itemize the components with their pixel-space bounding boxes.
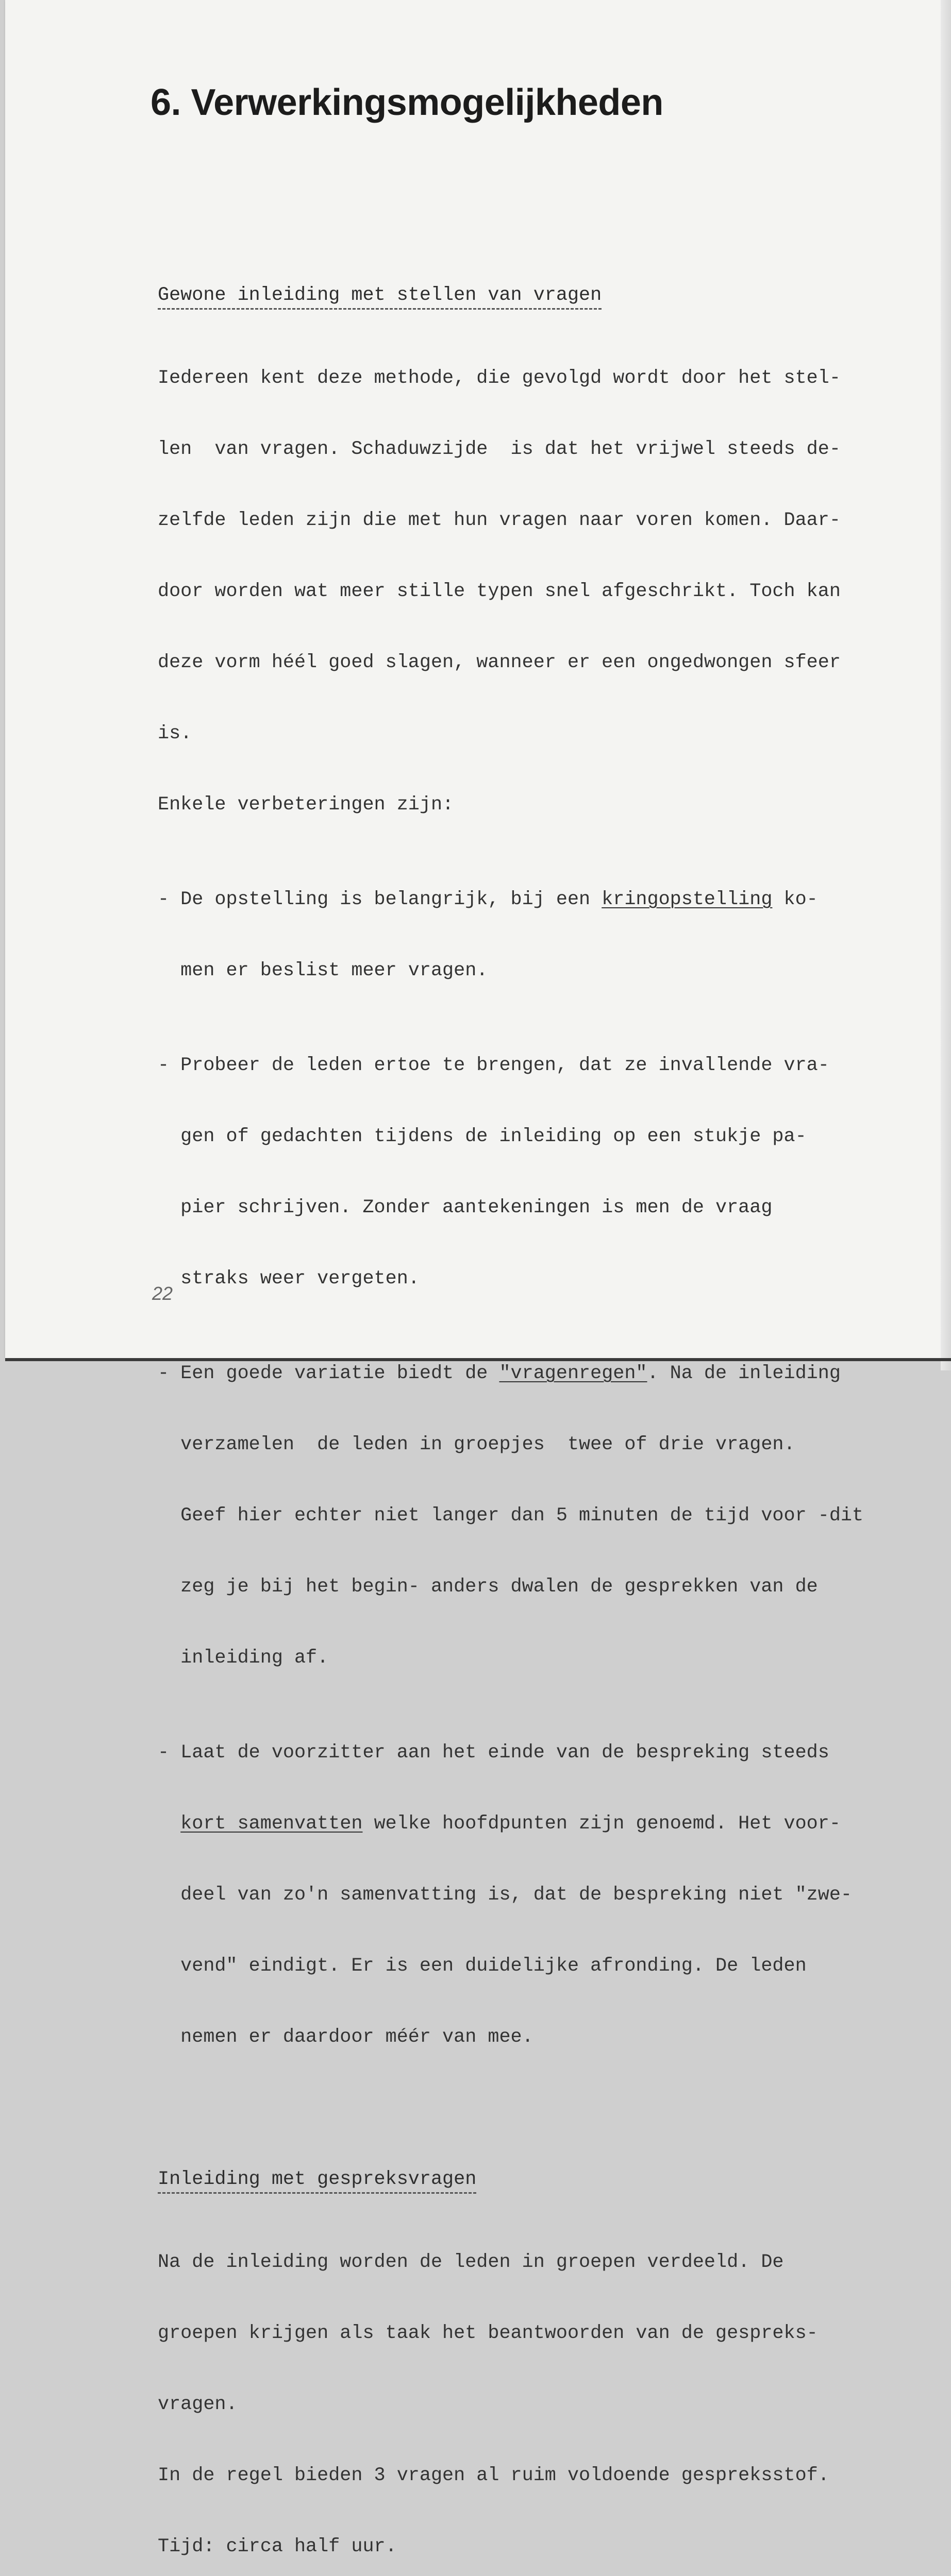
body-line: inleiding af. [158, 1647, 329, 1669]
body-line: men er beslist meer vragen. [158, 960, 488, 981]
body-line: pier schrijven. Zonder aantekeningen is men de vraag [158, 1197, 773, 1218]
underlined-term-vragenregen: "vragenregen" [499, 1363, 647, 1384]
underlined-term-kort-samenvatten: kort samenvatten [180, 1813, 363, 1835]
bullet-item-samenvatten: kort samenvatten welke hoofdpunten zijn genoemd. Het voor- [180, 1813, 841, 1835]
body-line: is. [158, 723, 192, 744]
body-line: nemen er daardoor méér van mee. [158, 2026, 533, 2048]
page-number: 22 [152, 1283, 173, 1304]
body-line: vragen. [158, 2394, 238, 2415]
body-line: verzamelen de leden in groepjes twee of drie vragen. [158, 1434, 795, 1455]
body-line: deel van zo'n samenvatting is, dat de bespreking niet "zwe- [158, 1884, 852, 1906]
body-line: len van vragen. Schaduwzijde is dat het vrijwel steeds de- [158, 438, 841, 460]
page-edge [941, 0, 951, 1370]
body-line: groepen krijgen als taak het beantwoorden van de gespreks- [158, 2323, 818, 2344]
body-line: In de regel bieden 3 vragen al ruim voldoende gespreksstof. [158, 2465, 829, 2486]
body-line: Enkele verbeteringen zijn: [158, 794, 454, 816]
body-line: zeg je bij het begin- anders dwalen de gesprekken van de [158, 1576, 818, 1598]
body-line: - Laat de voorzitter aan het einde van de bespreking steeds [158, 1742, 829, 1764]
document-page [5, 0, 943, 2557]
body-line: gen of gedachten tijdens de inleiding op een stukje pa- [158, 1126, 807, 1147]
body-line: zelfde leden zijn die met hun vragen naar voren komen. Daar- [158, 510, 841, 531]
body-line: Iedereen kent deze methode, die gevolgd wordt door het stel- [158, 367, 841, 389]
bottom-rule [5, 1358, 951, 1361]
bullet-item-vragenregen: - Een goede variatie biedt de "vragenregen". Na de inleiding [158, 1363, 841, 1384]
body-line: deze vorm héél goed slagen, wanneer er een ongedwongen sfeer [158, 652, 841, 673]
body-line: straks weer vergeten. [158, 1268, 420, 1290]
bullet-item-opstelling: - De opstelling is belangrijk, bij een kringopstelling ko- [158, 889, 818, 910]
body-line: door worden wat meer stille typen snel afgeschrikt. Toch kan [158, 581, 841, 602]
body-line: Tijd: circa half uur. [158, 2536, 397, 2557]
body-line: Geef hier echter niet langer dan 5 minuten de tijd voor -dit [158, 1505, 864, 1527]
section-heading-gewone-inleiding: Gewone inleiding met stellen van vragen [158, 283, 602, 310]
page-body [158, 212, 900, 2576]
body-line: vend" eindigt. Er is een duidelijke afronding. De leden [158, 1955, 807, 1977]
body-line: - Probeer de leden ertoe te brengen, dat ze invallende vra- [158, 1055, 829, 1076]
page-title: 6. Verwerkingsmogelijkheden [151, 82, 663, 123]
body-line: Na de inleiding worden de leden in groepen verdeeld. De [158, 2251, 784, 2273]
section-heading-gespreksvragen: Inleiding met gespreksvragen [158, 2167, 476, 2194]
underlined-term-kringopstelling: kringopstelling [602, 889, 773, 910]
